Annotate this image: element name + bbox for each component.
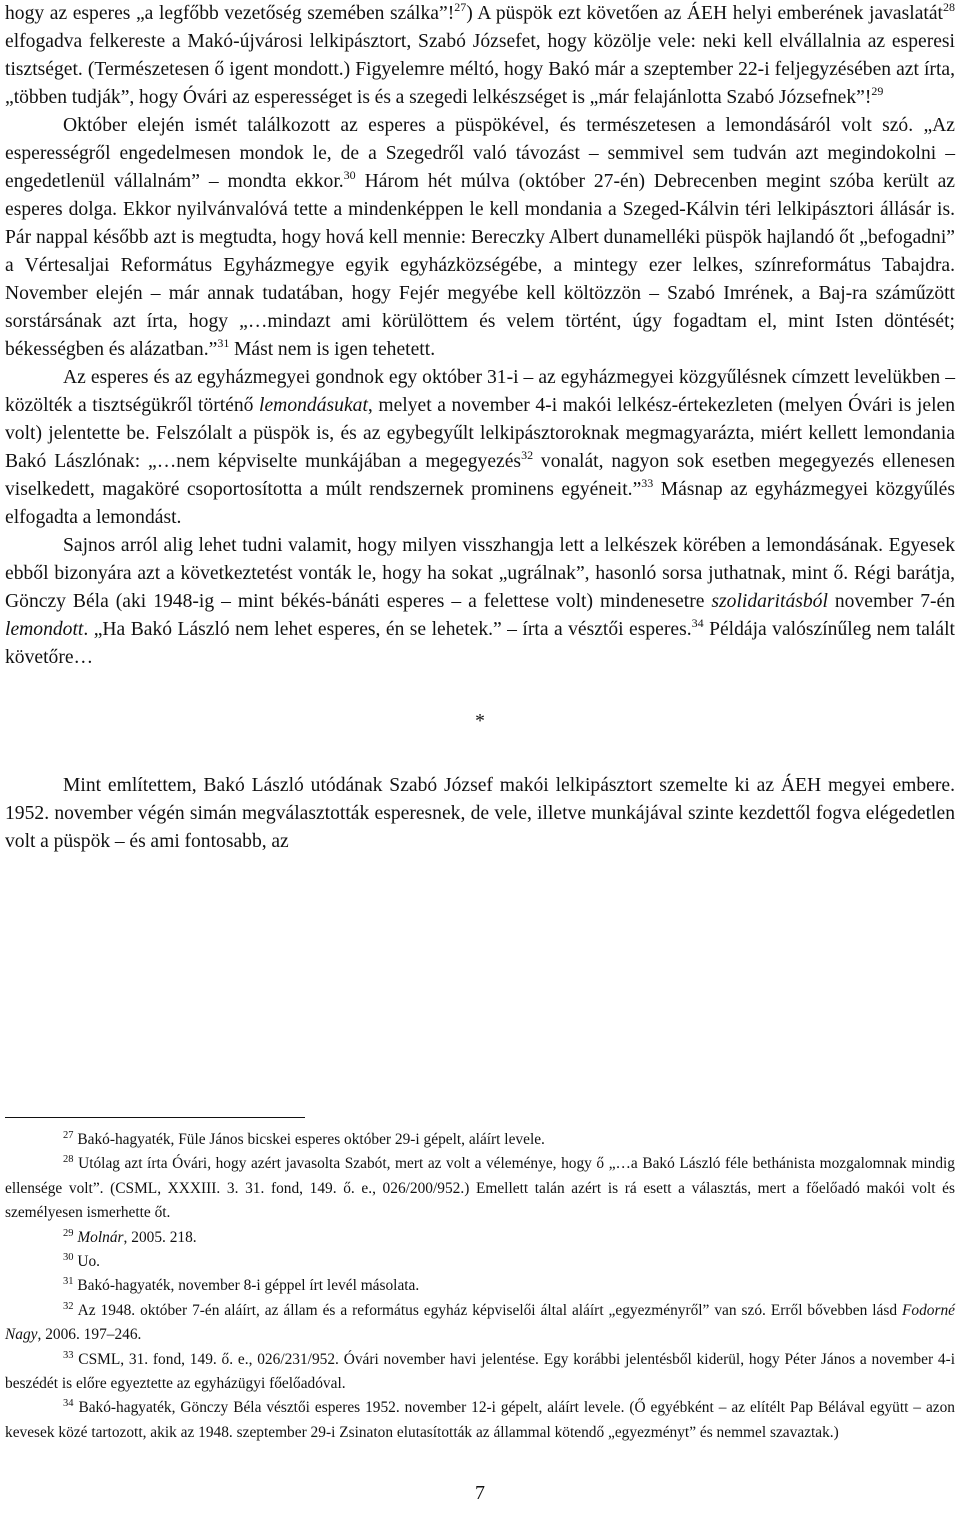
- footnote-number: 34: [63, 1398, 74, 1410]
- footnote-ref-32[interactable]: 32: [521, 448, 534, 462]
- footnote-number: 28: [63, 1154, 74, 1166]
- text-run: vonalát, nagyon sok esetben megegyezés ellenesen viselkedett, magaköré csoportosította a múlt rendszernek prominens egyéneit.”: [5, 451, 955, 500]
- text-run: Mást nem is igen tehetett.: [229, 339, 436, 360]
- text-run: Az esperes és az egyházmegyei gondnok egy október 31-i – az egyházmegyei közgyűlésnek címzett levelükben – közölték a tisztségükről történő: [5, 367, 955, 416]
- footnote-ref-33[interactable]: 33: [641, 476, 654, 490]
- italic-text: szolidaritásból: [711, 591, 828, 612]
- footnote-text: Bakó-hagyaték, november 8-i géppel írt levél másolata.: [73, 1277, 420, 1295]
- footnotes: [5, 1128, 955, 1445]
- footnote-ref-30[interactable]: 30: [343, 168, 356, 182]
- text-run: Másnap az egyházmegyei közgyűlés elfogadta a lemondást.: [5, 479, 955, 528]
- footnote-ref-27[interactable]: 27: [454, 0, 467, 14]
- footnote-30: [5, 1250, 955, 1274]
- italic-text: lemondott: [5, 619, 84, 640]
- footnote-29: [5, 1226, 955, 1250]
- footnote-separator-line: [5, 1117, 305, 1118]
- text-run: hogy az esperes „a legfőbb vezetőség szemében szálka”!: [5, 3, 455, 24]
- footnote-number: 32: [63, 1300, 74, 1312]
- text-run: elfogadva felkereste a Makó-újvárosi lelkipásztort, Szabó Józsefet, hogy közölje vele: neki kell elvállalnia az esperesi tisztséget. (Természetesen ő igent mondott.) Figyelemre méltó, hogy Bakó már a szeptember 22-i feljegyzésében azt írta, „többen tudják”, hogy Óvári az esperességet is és a szegedi lelkészséget is „már felajánlotta Szabó Józsefnek”!: [5, 31, 955, 108]
- paragraph-1: [5, 0, 955, 112]
- paragraph-3: [5, 364, 955, 532]
- footnote-text: Uo.: [73, 1253, 101, 1271]
- footnote-ref-31[interactable]: 31: [217, 336, 230, 350]
- footnote-ref-28[interactable]: 28: [942, 0, 955, 14]
- text-run: Példája valószínűleg nem talált követőre…: [5, 619, 955, 668]
- page-number: 7: [475, 1482, 485, 1504]
- footnote-text: , 2005. 218.: [123, 1228, 197, 1246]
- footnote-33: [5, 1348, 955, 1397]
- footnote-27: [5, 1128, 955, 1152]
- paragraph-5: Mint említettem, Bakó László utódának Szabó József makói lelkipásztort szemelte ki az ÁEH megyei embere. 1952. november végén simán megválasztották esperesnek, de vele, illetve munkájával szinte kezdettől fogva elégedetlen volt a püspök – és ami fontosabb, az: [5, 775, 955, 852]
- section-separator: *: [475, 711, 485, 732]
- footnote-ref-29[interactable]: 29: [871, 84, 884, 98]
- footnote-text: Utólag azt írta Óvári, hogy azért javasolta Szabót, mert az volt a véleménye, hogy ő „…a Bakó László féle bethánista mozgalomnak mindig ellensége volt”. (CSML, XXXIII. 3. 31. fond, 149. ő. e., 026/200/952.) Emellett talán azért is rá esett a választás, mert a főelőadó makói volt és személyesen ismerhette őt.: [5, 1155, 955, 1222]
- footnote-number: 33: [63, 1349, 74, 1361]
- text-run: ) A püspök ezt követően az ÁEH helyi emberének javaslatát: [466, 3, 943, 24]
- footnote-number: 29: [63, 1227, 74, 1239]
- italic-text: Molnár: [77, 1228, 124, 1246]
- footnote-32: [5, 1299, 955, 1348]
- footnote-31: [5, 1274, 955, 1298]
- text-run: Sajnos arról alig lehet tudni valamit, hogy milyen visszhangja lett a lelkészek körében a lemondásának. Egyesek ebből bizonyára azt a következtetést vonták le, hogy ha sokat „ugrálnak”, hasonló sorsa juthatnak, mint ő. Régi barátja, Gönczy Béla (aki 1948-ig – mint békés-bánáti esperes – a felettese volt) mindenesetre: [5, 535, 955, 612]
- text-run: , melyet a november 4-i makói lelkész-értekezleten (melyen Óvári is jelen volt) jelentette be. Felszólalt a püspök is, és az egybegyűlt lelkipásztoroknak megmagyarázta, miért kellett lemondania Bakó Lászlónak: „…nem képviselte munkájában a megegyezés: [5, 395, 956, 472]
- footnote-ref-34[interactable]: 34: [691, 616, 704, 630]
- text-run: . „Ha Bakó László nem lehet esperes, én se lehetek.” – írta a vésztői esperes.: [83, 619, 692, 640]
- text-run: november 7-én: [827, 591, 956, 612]
- footnote-text: Az 1948. október 7-én aláírt, az állam és a református egyház képviselői által aláírt „egyezményről” van szó. Erről bővebben lásd: [73, 1301, 902, 1319]
- footnote-number: 30: [63, 1252, 74, 1264]
- footnote-text: Bakó-hagyaték, Gönczy Béla vésztői esperes 1952. november 12-i gépelt, aláírt levele. (Ő egyébként – az elítélt Pap Bélával együtt – azon kevesek közé tartozott, akik az 1948. szeptember 29-i Zsinaton elutasították az állammal kötendő „egyezményt” és nemmel szavaztak.): [5, 1399, 955, 1441]
- main-text: [5, 0, 955, 856]
- footnote-text: CSML, 31. fond, 149. ő. e., 026/231/952. Óvári november havi jelentése. Egy korábbi jelentésből kiderül, hogy Péter János a november 4-i beszédét is előre egyeztette az egyházügyi főelőadóval.: [5, 1350, 955, 1393]
- footnote-number: 27: [63, 1130, 74, 1141]
- text-run: Három hét múlva (október 27-én) Debrecenben megint szóba került az esperes dolga. Ekkor nyilvánvalóvá tette a mindenképpen le kell mondania a Szeged-Kálvin téri lelkipásztori állásár is. Pár nappal később azt is megtudta, hogy hová kell mennie: Bereczky Albert dunamelléki püspök hajlandó őt „befogadni” a Vértesaljai Református Egyházmegye egyik egyházközségébe, a mintegy ezer lelkes, színreformátus Tabajdra. November elején – már annak tudatában, hogy Fejér megyébe kell költözzön – Szabó Imrének, a Baj-ra száműzött sorstársának azt írta, hogy „…mindazt ami körülöttem és velem történt, úgy fogadtam el, mint Isten döntését; békességben és alázatban.”: [5, 171, 955, 360]
- text-run: Október elején ismét találkozott az esperes a püspökével, és természetesen a lemondásáról volt szó. „Az esperességről engedelmesen mondok le, de a Szegedről való távozást – semmivel sem tudván azt megindokolni – engedetlenül vállalnám” – mondta ekkor.: [5, 115, 955, 192]
- footnote-28: [5, 1152, 955, 1225]
- italic-text: lemondásukat: [259, 395, 368, 416]
- footnote-text: Bakó-hagyaték, Füle János bicskei esperes október 29-i gépelt, aláírt levele.: [73, 1131, 545, 1148]
- italic-text: Fodorné Nagy: [5, 1301, 955, 1344]
- paragraph-2: [5, 112, 955, 364]
- footnote-text: , 2006. 197–246.: [37, 1326, 142, 1344]
- paragraph-4: [5, 532, 955, 672]
- footnote-number: 31: [63, 1276, 74, 1288]
- footnote-34: [5, 1396, 955, 1445]
